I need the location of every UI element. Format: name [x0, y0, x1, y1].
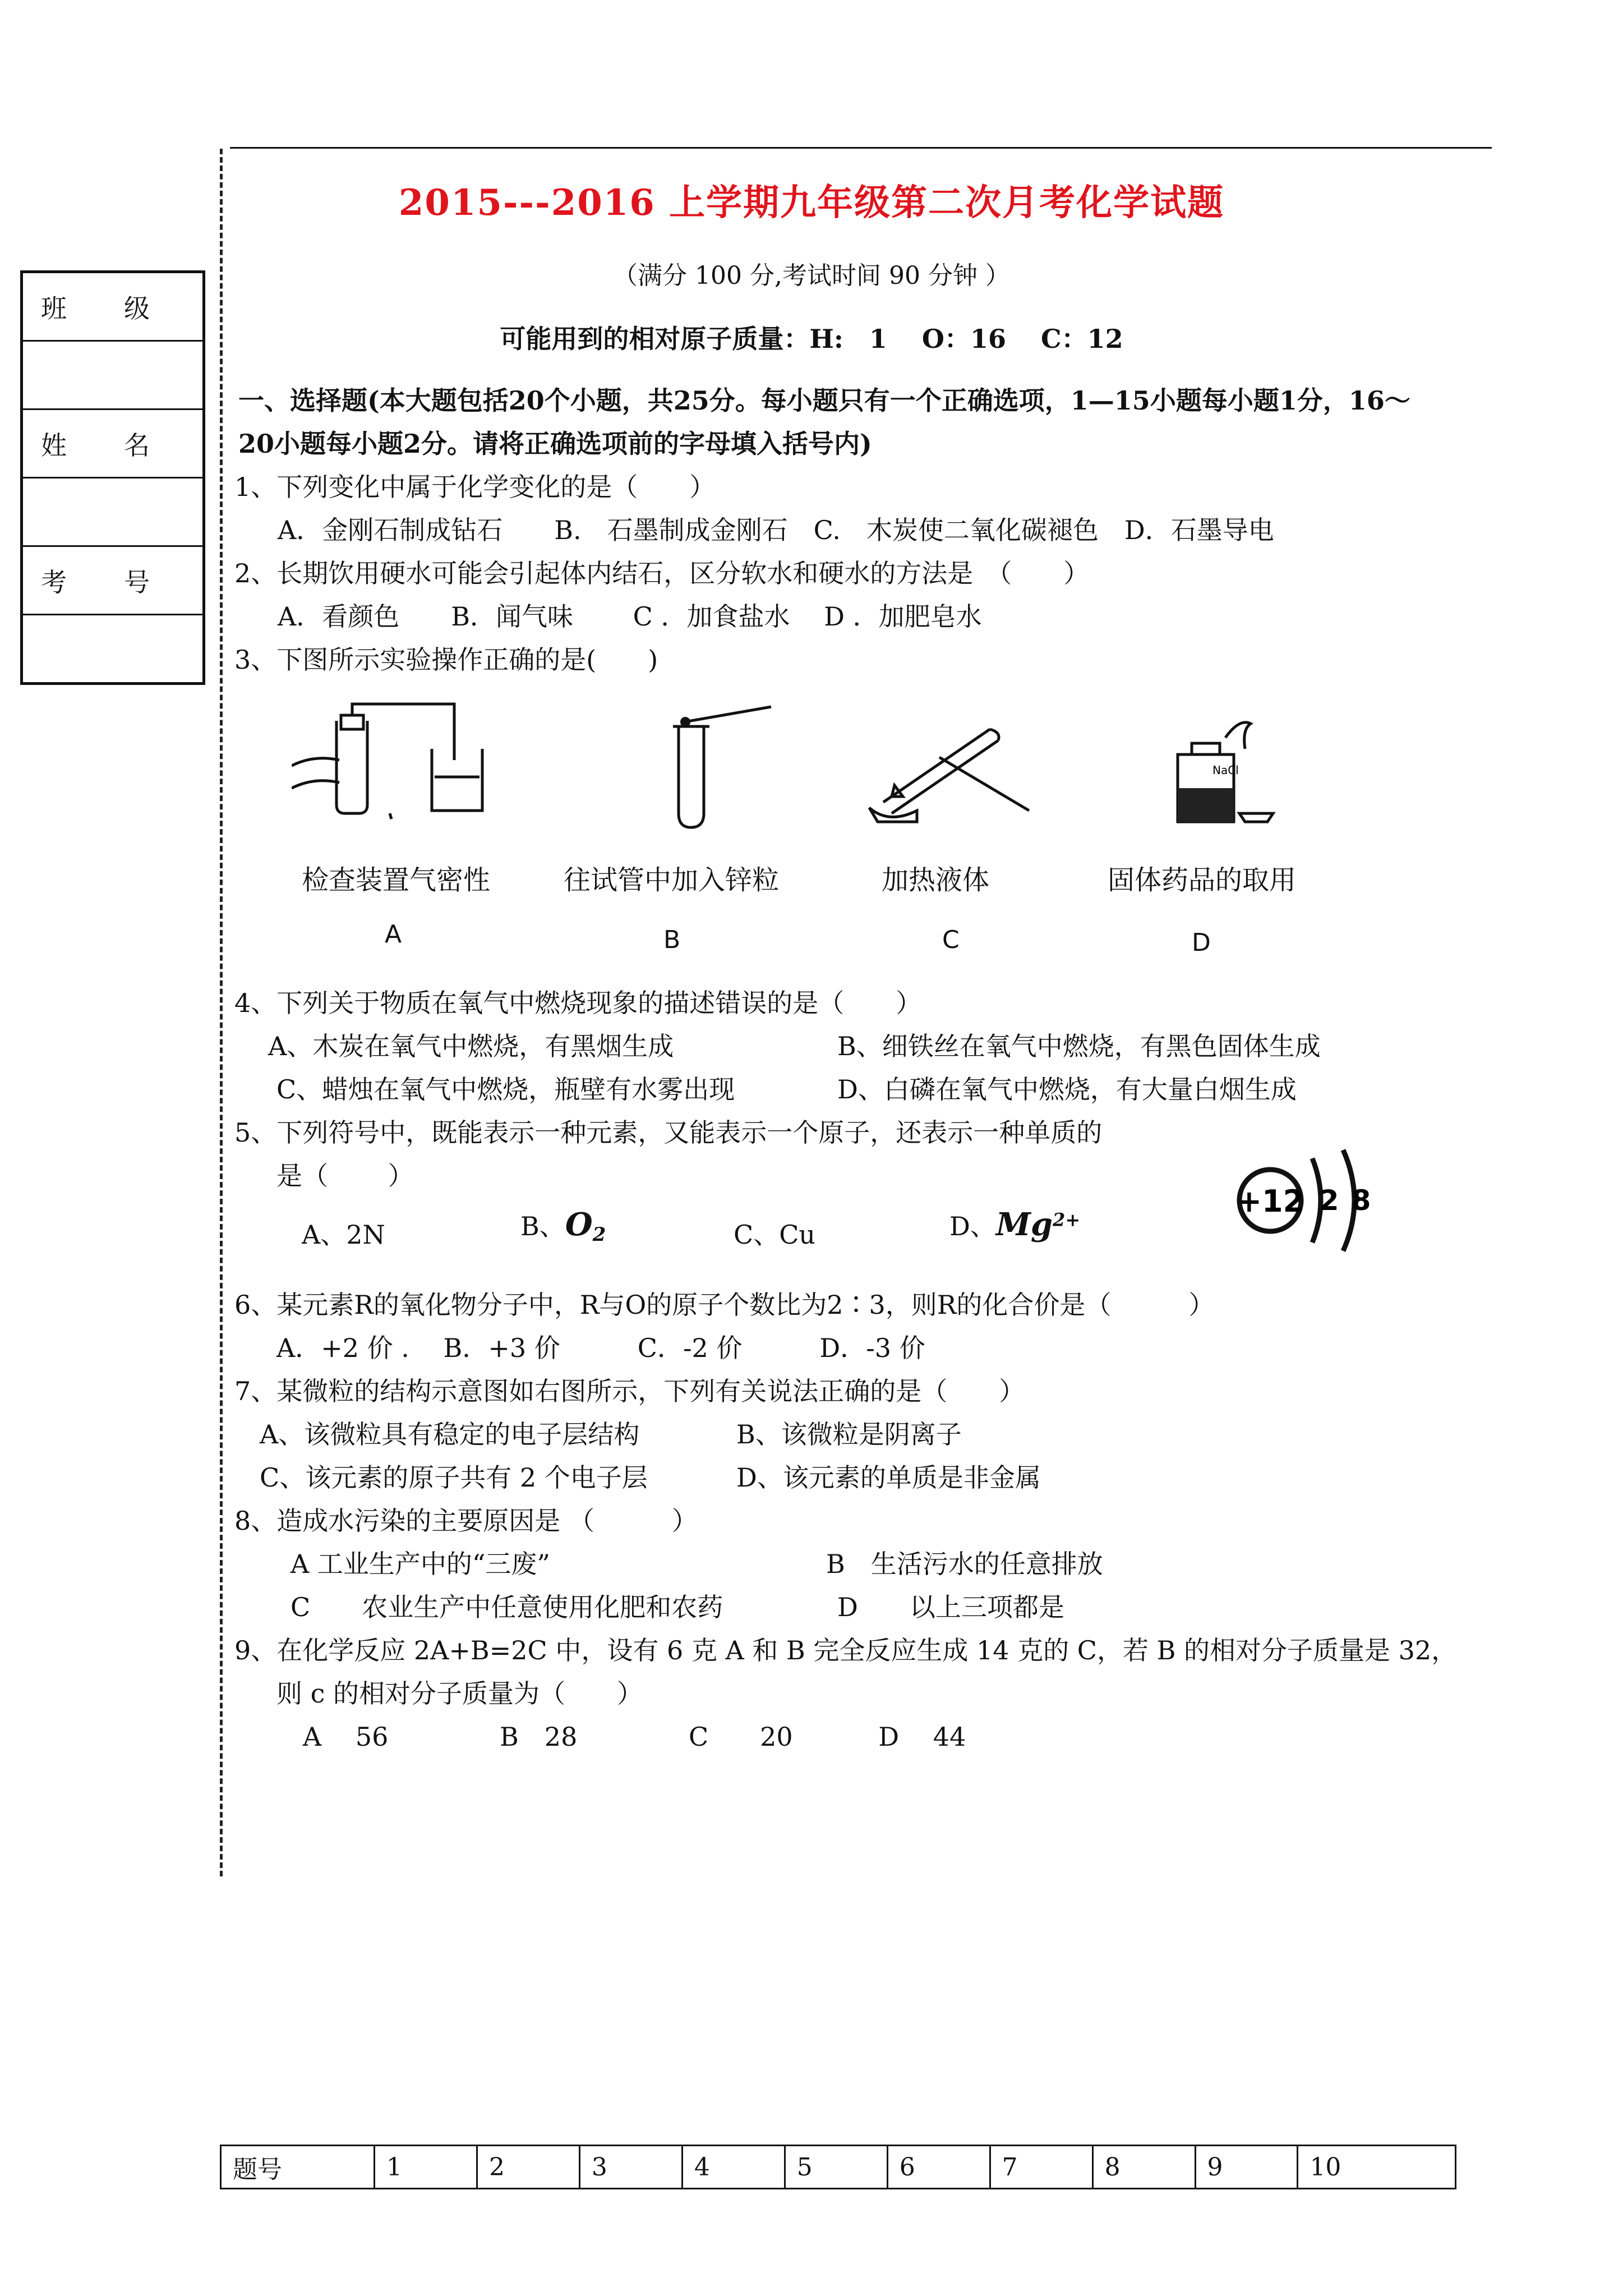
binding-dashed-line: [220, 149, 223, 1876]
q4-stem: 4、下列关于物质在氧气中燃烧现象的描述错误的是（ ）: [234, 988, 922, 1018]
answer-cell-8[interactable]: 8: [1092, 2146, 1195, 2189]
q4-option-b: B、细铁丝在氧气中燃烧，有黑色固体生成: [837, 1031, 1321, 1061]
answer-cell-7[interactable]: 7: [990, 2146, 1092, 2189]
q2-stem: 2、长期饮用硬水可能会引起体内结石，区分软水和硬水的方法是 （ ）: [234, 558, 1090, 588]
q4-option-c: C、蜡烛在氧气中燃烧，瓶壁有水雾出现: [276, 1074, 735, 1105]
heating-liquid-figure: [861, 712, 1046, 836]
q8-option-a: A 工业生产中的“三废”: [291, 1549, 550, 1579]
shell-2-electrons: 8: [1351, 1184, 1371, 1217]
answer-row: [221, 2146, 1456, 2189]
q1-options: A．金刚石制成钻石 B. 石墨制成金刚石 C. 木炭使二氧化碳褪色 D．石墨导电: [278, 515, 1274, 545]
q7-option-c: C、该元素的原子共有 2 个电子层: [260, 1462, 648, 1493]
answer-cell-2[interactable]: 2: [477, 2146, 579, 2189]
q7-stem: 7、某微粒的结构示意图如右图所示，下列有关说法正确的是（ ）: [234, 1376, 1025, 1406]
student-info-table: [20, 270, 205, 685]
solid-reagent-figure: [1166, 715, 1279, 827]
number-field[interactable]: [22, 615, 204, 684]
answer-cell-3[interactable]: 3: [579, 2146, 682, 2189]
q6-stem: 6、某元素R的氧化物分子中，R与O的原子个数比为2∶3，则R的化合价是（ ）: [234, 1290, 1215, 1320]
fig-d-letter: D: [1192, 928, 1211, 957]
oxygen-formula: O: [565, 1206, 593, 1243]
q1-stem: 1、下列变化中属于化学变化的是（ ）: [234, 472, 716, 502]
q9-stem-2: 则 c 的相对分子质量为（ ）: [276, 1678, 643, 1709]
q5-option-b-label: B、: [520, 1211, 565, 1241]
exam-info: （满分 100 分,考试时间 90 分钟 ）: [613, 261, 1010, 290]
q5-stem-2: 是（ ）: [276, 1161, 414, 1191]
q5-option-a: A、2N: [302, 1220, 385, 1250]
answer-header-cell: 题号: [221, 2146, 375, 2189]
magnesium-ion-formula: Mg: [995, 1206, 1053, 1243]
q3-stem: 3、下图所示实验操作正确的是( ): [234, 645, 658, 675]
atom-structure-diagram: [1231, 1142, 1388, 1265]
bottle-label: NaCl: [1212, 763, 1239, 777]
number-label: 考 号: [22, 546, 204, 615]
fig-c-caption: 加热液体: [882, 864, 990, 896]
fig-c-letter: C: [942, 926, 960, 954]
q5-option-d: [949, 1206, 1080, 1243]
oxygen-subscript: 2: [592, 1223, 606, 1246]
name-field[interactable]: [22, 478, 204, 546]
q2-options: A．看颜色 B．闻气味 C ．加食盐水 D ．加肥皂水: [278, 601, 982, 632]
q4-option-d: D、白磷在氧气中燃烧，有大量白烟生成: [837, 1074, 1297, 1105]
answer-cell-1[interactable]: 1: [375, 2146, 477, 2189]
q8-option-d: D 以上三项都是: [837, 1592, 1064, 1622]
q5-option-d-label: D、: [949, 1211, 996, 1241]
q8-option-c: C 农业生产中任意使用化肥和农药: [291, 1592, 723, 1622]
q9-stem-1: 9、在化学反应 2A+B=2C 中，设有 6 克 A 和 B 完全反应生成 14 克的 C，若 B 的相对分子质量是 32，: [234, 1635, 1458, 1665]
q8-option-b: B 生活污水的任意排放: [826, 1549, 1103, 1579]
q9-options: A 56 B 28 C 20 D 44: [303, 1722, 966, 1752]
answer-cell-10[interactable]: 10: [1298, 2146, 1456, 2189]
name-label: 姓 名: [22, 409, 204, 478]
fig-a-caption: 检查装置气密性: [302, 864, 491, 896]
answer-cell-6[interactable]: 6: [887, 2146, 990, 2189]
q8-stem: 8、造成水污染的主要原因是 （ ）: [234, 1506, 698, 1536]
answer-cell-5[interactable]: 5: [785, 2146, 887, 2189]
q5-option-c: C、Cu: [734, 1220, 816, 1250]
q7-option-a: A、该微粒具有稳定的电子层结构: [260, 1419, 640, 1450]
q5-option-b: [520, 1206, 606, 1246]
page-title: 2015---2016 上学期九年级第二次月考化学试题: [398, 182, 1225, 224]
class-field[interactable]: [22, 341, 204, 409]
test-tube-zinc-figure: [651, 693, 796, 833]
q7-option-d: D、该元素的单质是非金属: [736, 1462, 1041, 1493]
q5-stem-1: 5、下列符号中，既能表示一种元素，又能表示一个原子，还表示一种单质的: [234, 1117, 1103, 1148]
fig-a-letter: A: [385, 920, 402, 949]
q7-option-b: B、该微粒是阴离子: [736, 1419, 962, 1450]
atomic-masses: 可能用到的相对原子质量：H: 1 O：16 C：12: [500, 324, 1123, 354]
q4-option-a: A、木炭在氧气中燃烧，有黑烟生成: [268, 1031, 674, 1061]
fig-b-letter: B: [663, 926, 681, 954]
fig-d-caption: 固体药品的取用: [1108, 864, 1297, 896]
fig-b-caption: 往试管中加入锌粒: [564, 864, 780, 896]
airtight-check-figure: [292, 693, 505, 833]
top-rule: [230, 147, 1492, 149]
section-heading-2: 20小题每小题2分。请将正确选项前的字母填入括号内): [238, 429, 872, 459]
answer-cell-4[interactable]: 4: [682, 2146, 785, 2189]
magnesium-ion-charge: 2+: [1053, 1209, 1081, 1231]
nucleus-charge: +12: [1236, 1184, 1304, 1219]
shell-1-electrons: 2: [1319, 1184, 1339, 1217]
answer-cell-9[interactable]: 9: [1195, 2146, 1298, 2189]
class-label: 班 级: [22, 272, 204, 341]
section-heading-1: 一、选择题(本大题包括20个小题，共25分。每小题只有一个正确选项，1—15小题每小题1分，16～: [238, 385, 1410, 416]
q6-options: A．+2 价 . B．+3 价 C．-2 价 D．-3 价: [276, 1333, 925, 1363]
answer-table: [220, 2145, 1456, 2189]
